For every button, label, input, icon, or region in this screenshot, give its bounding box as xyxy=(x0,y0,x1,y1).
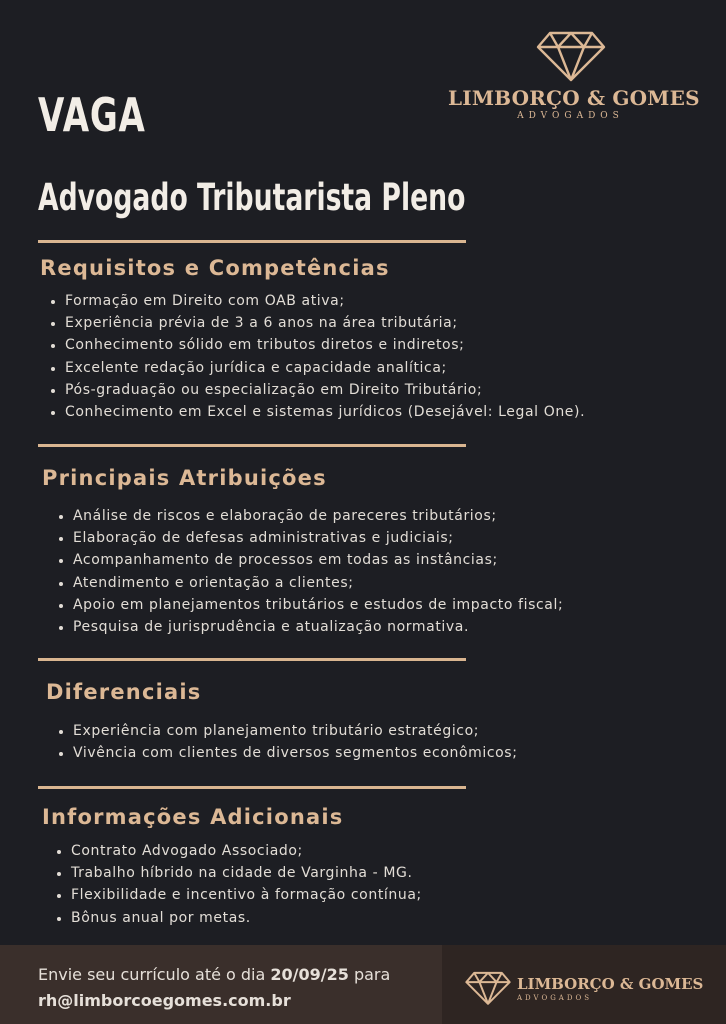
section-title-responsibilities: Principais Atribuições xyxy=(42,466,327,490)
brand-logo xyxy=(448,30,700,121)
footer-brand-subtitle: ADVOGADOS xyxy=(517,994,593,1002)
list-item: Atendimento e orientação a clientes; xyxy=(56,572,563,594)
footer-text-suffix: para xyxy=(348,965,391,984)
list-item: Trabalho híbrido na cidade de Varginha - MG. xyxy=(54,862,422,884)
list-item: Conhecimento sólido em tributos diretos e indiretos; xyxy=(48,334,585,356)
brand-name: LIMBORÇO & GOMES xyxy=(448,86,700,110)
list-item: Pós-graduação ou especialização em Direito Tributário; xyxy=(48,379,585,401)
list-item: Vivência com clientes de diversos segmentos econômicos; xyxy=(56,742,518,764)
list-item: Excelente redação jurídica e capacidade analítica; xyxy=(48,357,585,379)
list-item: Pesquisa de jurisprudência e atualização normativa. xyxy=(56,616,563,638)
divider xyxy=(38,240,466,243)
divider xyxy=(38,444,466,447)
contact-email-link[interactable]: rh@limborcoegomes.com.br xyxy=(38,991,291,1010)
responsibilities-list xyxy=(56,505,563,638)
list-item: Flexibilidade e incentivo à formação contínua; xyxy=(54,884,422,906)
list-item: Elaboração de defesas administrativas e judiciais; xyxy=(56,527,563,549)
list-item: Contrato Advogado Associado; xyxy=(54,840,422,862)
section-title-requirements: Requisitos e Competências xyxy=(40,256,390,280)
list-item: Bônus anual por metas. xyxy=(54,907,422,929)
list-item: Análise de riscos e elaboração de pareceres tributários; xyxy=(56,505,563,527)
list-item: Apoio em planejamentos tributários e estudos de impacto fiscal; xyxy=(56,594,563,616)
list-item: Formação em Direito com OAB ativa; xyxy=(48,290,585,312)
footer-contact xyxy=(38,962,390,1014)
divider xyxy=(38,658,466,661)
additional-info-list xyxy=(54,840,422,929)
brand-subtitle: ADVOGADOS xyxy=(517,111,624,121)
footer-text-prefix: Envie seu currículo até o dia xyxy=(38,965,271,984)
diamond-icon xyxy=(536,30,606,82)
footer-brand-name: LIMBORÇO & GOMES xyxy=(517,975,704,993)
section-title-differentials: Diferenciais xyxy=(46,680,202,704)
list-item: Conhecimento em Excel e sistemas jurídicos (Desejável: Legal One). xyxy=(48,401,585,423)
list-item: Experiência prévia de 3 a 6 anos na área tributária; xyxy=(48,312,585,334)
job-title: Advogado Tributarista Pleno xyxy=(38,176,466,219)
section-title-additional-info: Informações Adicionais xyxy=(42,805,344,829)
diamond-icon xyxy=(465,970,511,1006)
list-item: Acompanhamento de processos em todas as instâncias; xyxy=(56,549,563,571)
requirements-list xyxy=(48,290,585,423)
differentials-list xyxy=(56,720,518,764)
divider xyxy=(38,786,466,789)
footer-brand-logo xyxy=(465,970,704,1010)
deadline-date: 20/09/25 xyxy=(270,965,349,984)
list-item: Experiência com planejamento tributário estratégico; xyxy=(56,720,518,742)
vacancy-label: VAGA xyxy=(38,88,146,142)
